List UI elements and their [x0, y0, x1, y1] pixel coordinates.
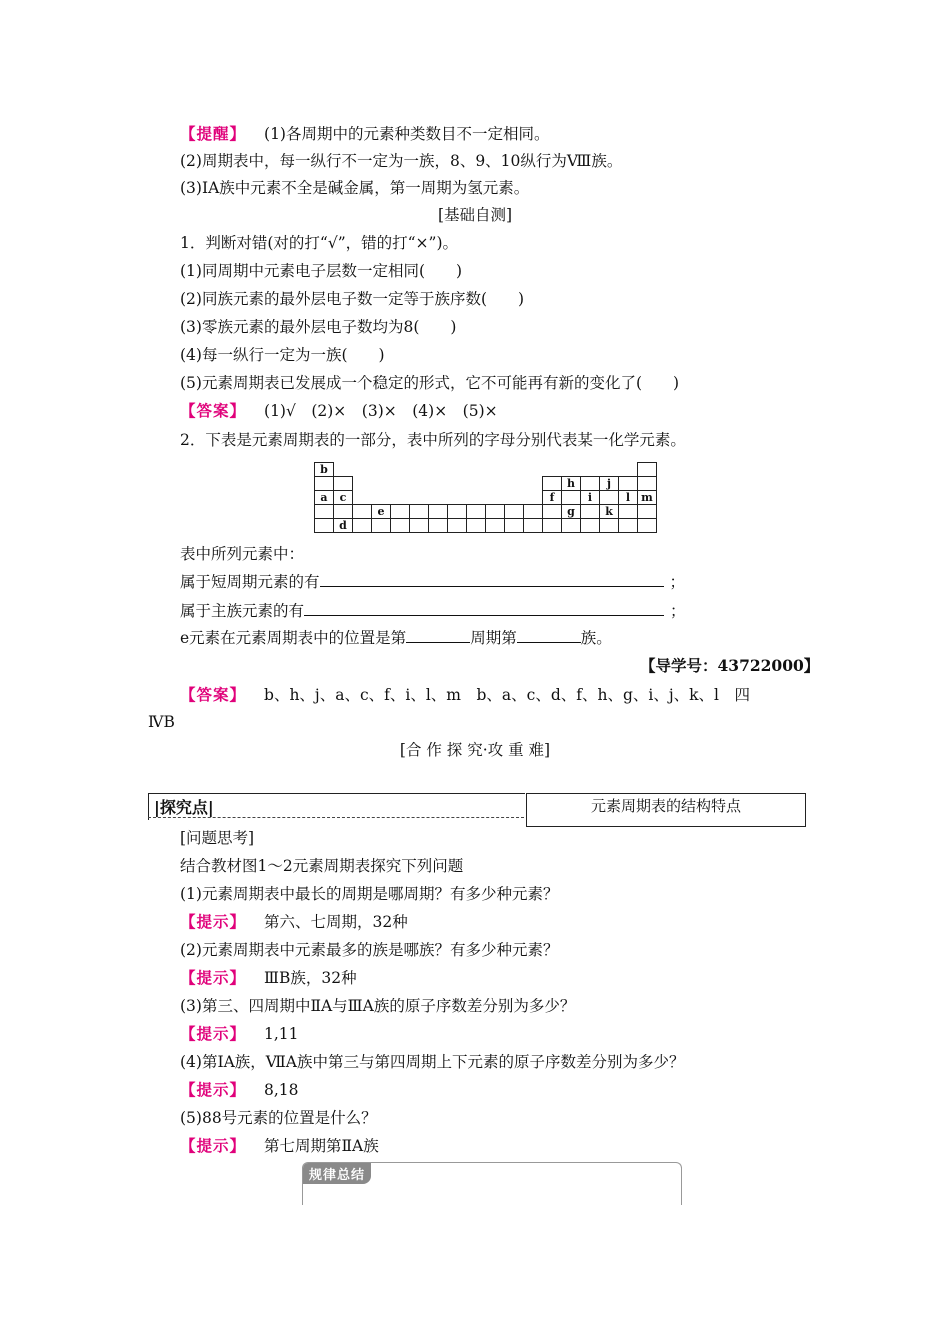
hint-text: 第六、七周期，32种: [264, 913, 408, 931]
hint-tag: 【提示】: [180, 1024, 247, 1043]
hint-text: ⅢB族，32种: [264, 969, 357, 987]
answer-tag: 【答案】: [180, 401, 247, 420]
reminder-line-1: [180, 124, 549, 144]
hint: [180, 1080, 299, 1100]
question-2-line-3-b: 周期第: [470, 629, 517, 647]
hint-tag: 【提示】: [180, 912, 247, 931]
table-cell: b: [315, 463, 334, 477]
table-cell: g: [562, 505, 581, 519]
hint: [180, 1024, 299, 1044]
answer-blank[interactable]: [517, 628, 581, 643]
question-2-line-1: [180, 572, 685, 592]
answer-1-text: (1)√ (2)× (3)× (4)× (5)×: [264, 402, 498, 420]
periodic-table-fragment: [314, 462, 657, 533]
hint-tag: 【提示】: [180, 968, 247, 987]
table-cell: i: [581, 491, 600, 505]
table-cell: k: [600, 505, 619, 519]
table-cell: c: [334, 491, 353, 505]
hint-text: 1,11: [264, 1025, 299, 1043]
answer-1: [180, 401, 498, 421]
question: (1)元素周期表中最长的周期是哪周期？有多少种元素？: [180, 885, 559, 903]
question-2-line-3: [180, 628, 612, 648]
section-title: 元素周期表的结构特点: [526, 793, 806, 827]
question-2-line-3-a: e元素在元素周期表中的位置是第: [180, 629, 407, 647]
question-2-intro: 表中所列元素中：: [180, 545, 305, 563]
question-1-item: (2)同族元素的最外层电子数一定等于族序数( ): [180, 290, 525, 308]
cooperate-heading: [合 作 探 究·攻 重 难]: [399, 741, 551, 759]
question-2-line-2-prefix: 属于主族元素的有: [180, 602, 305, 620]
section-header: [148, 793, 806, 826]
summary-box: [302, 1162, 682, 1205]
questions-intro: 结合教材图1～2元素周期表探究下列问题: [180, 857, 464, 875]
question-2-line-2-suffix: ；: [670, 602, 686, 620]
reminder-text-2: (2)周期表中，每一纵行不一定为一族，8、9、10纵行为Ⅷ族。: [180, 152, 623, 170]
reminder-text-1: (1)各周期中的元素种类数目不一定相同。: [264, 125, 550, 143]
table-cell: a: [315, 491, 334, 505]
question-1-item: (4)每一纵行一定为一族( ): [180, 346, 385, 364]
guide-number: 【导学号：43722000】: [640, 656, 820, 675]
answer-blank[interactable]: [406, 628, 470, 643]
question: (5)88号元素的位置是什么？: [180, 1109, 377, 1127]
table-cell: d: [334, 519, 353, 533]
answer-tag: 【答案】: [180, 685, 247, 704]
question-2-line-1-prefix: 属于短周期元素的有: [180, 573, 320, 591]
reminder-tag: 【提醒】: [180, 124, 247, 143]
question: (3)第三、四周期中ⅡA与ⅢA族的原子序数差分别为多少？: [180, 997, 576, 1015]
answer-2: [180, 685, 750, 705]
self-test-heading: [基础自测]: [437, 206, 513, 224]
hint-text: 8,18: [264, 1081, 299, 1099]
question-1-item: (1)同周期中元素电子层数一定相同( ): [180, 262, 463, 280]
hint: [180, 968, 357, 988]
question-2-line-2: [180, 601, 686, 621]
hint: [180, 1136, 379, 1156]
table-cell: h: [562, 477, 581, 491]
question-1-item: (3)零族元素的最外层电子数均为8( ): [180, 318, 457, 336]
section-label: |探究点|: [154, 798, 214, 817]
answer-blank[interactable]: [304, 601, 664, 616]
table-cell: f: [543, 491, 562, 505]
question: (4)第ⅠA族，ⅦA族中第三与第四周期上下元素的原子序数差分别为多少？: [180, 1053, 685, 1071]
summary-label: 规律总结: [303, 1163, 371, 1184]
hint: [180, 912, 408, 932]
hint-tag: 【提示】: [180, 1080, 247, 1099]
question-1-item: (5)元素周期表已发展成一个稳定的形式，它不可能再有新的变化了( ): [180, 374, 680, 392]
question-2-line-3-c: 族。: [580, 629, 612, 647]
hint-text: 第七周期第ⅡA族: [264, 1137, 379, 1155]
answer-2-text: b、h、j、a、c、f、i、l、m b、a、c、d、f、h、g、i、j、k、l 四: [264, 686, 751, 704]
table-cell: e: [372, 505, 391, 519]
table-cell: l: [619, 491, 638, 505]
table-cell: j: [600, 477, 619, 491]
question-2: 2．下表是元素周期表的一部分，表中所列的字母分别代表某一化学元素。: [180, 431, 686, 449]
hint-tag: 【提示】: [180, 1136, 247, 1155]
question-1: 1．判断对错(对的打“√”，错的打“×”)。: [180, 234, 459, 252]
question: (2)元素周期表中元素最多的族是哪族？有多少种元素？: [180, 941, 559, 959]
reminder-text-3: (3)ⅠA族中元素不全是碱金属，第一周期为氢元素。: [180, 179, 530, 197]
answer-2-continued: ⅣB: [148, 713, 175, 731]
table-cell: m: [638, 491, 657, 505]
answer-blank[interactable]: [320, 572, 664, 587]
questions-heading: [问题思考]: [180, 829, 255, 847]
question-2-line-1-suffix: ；: [669, 573, 686, 591]
